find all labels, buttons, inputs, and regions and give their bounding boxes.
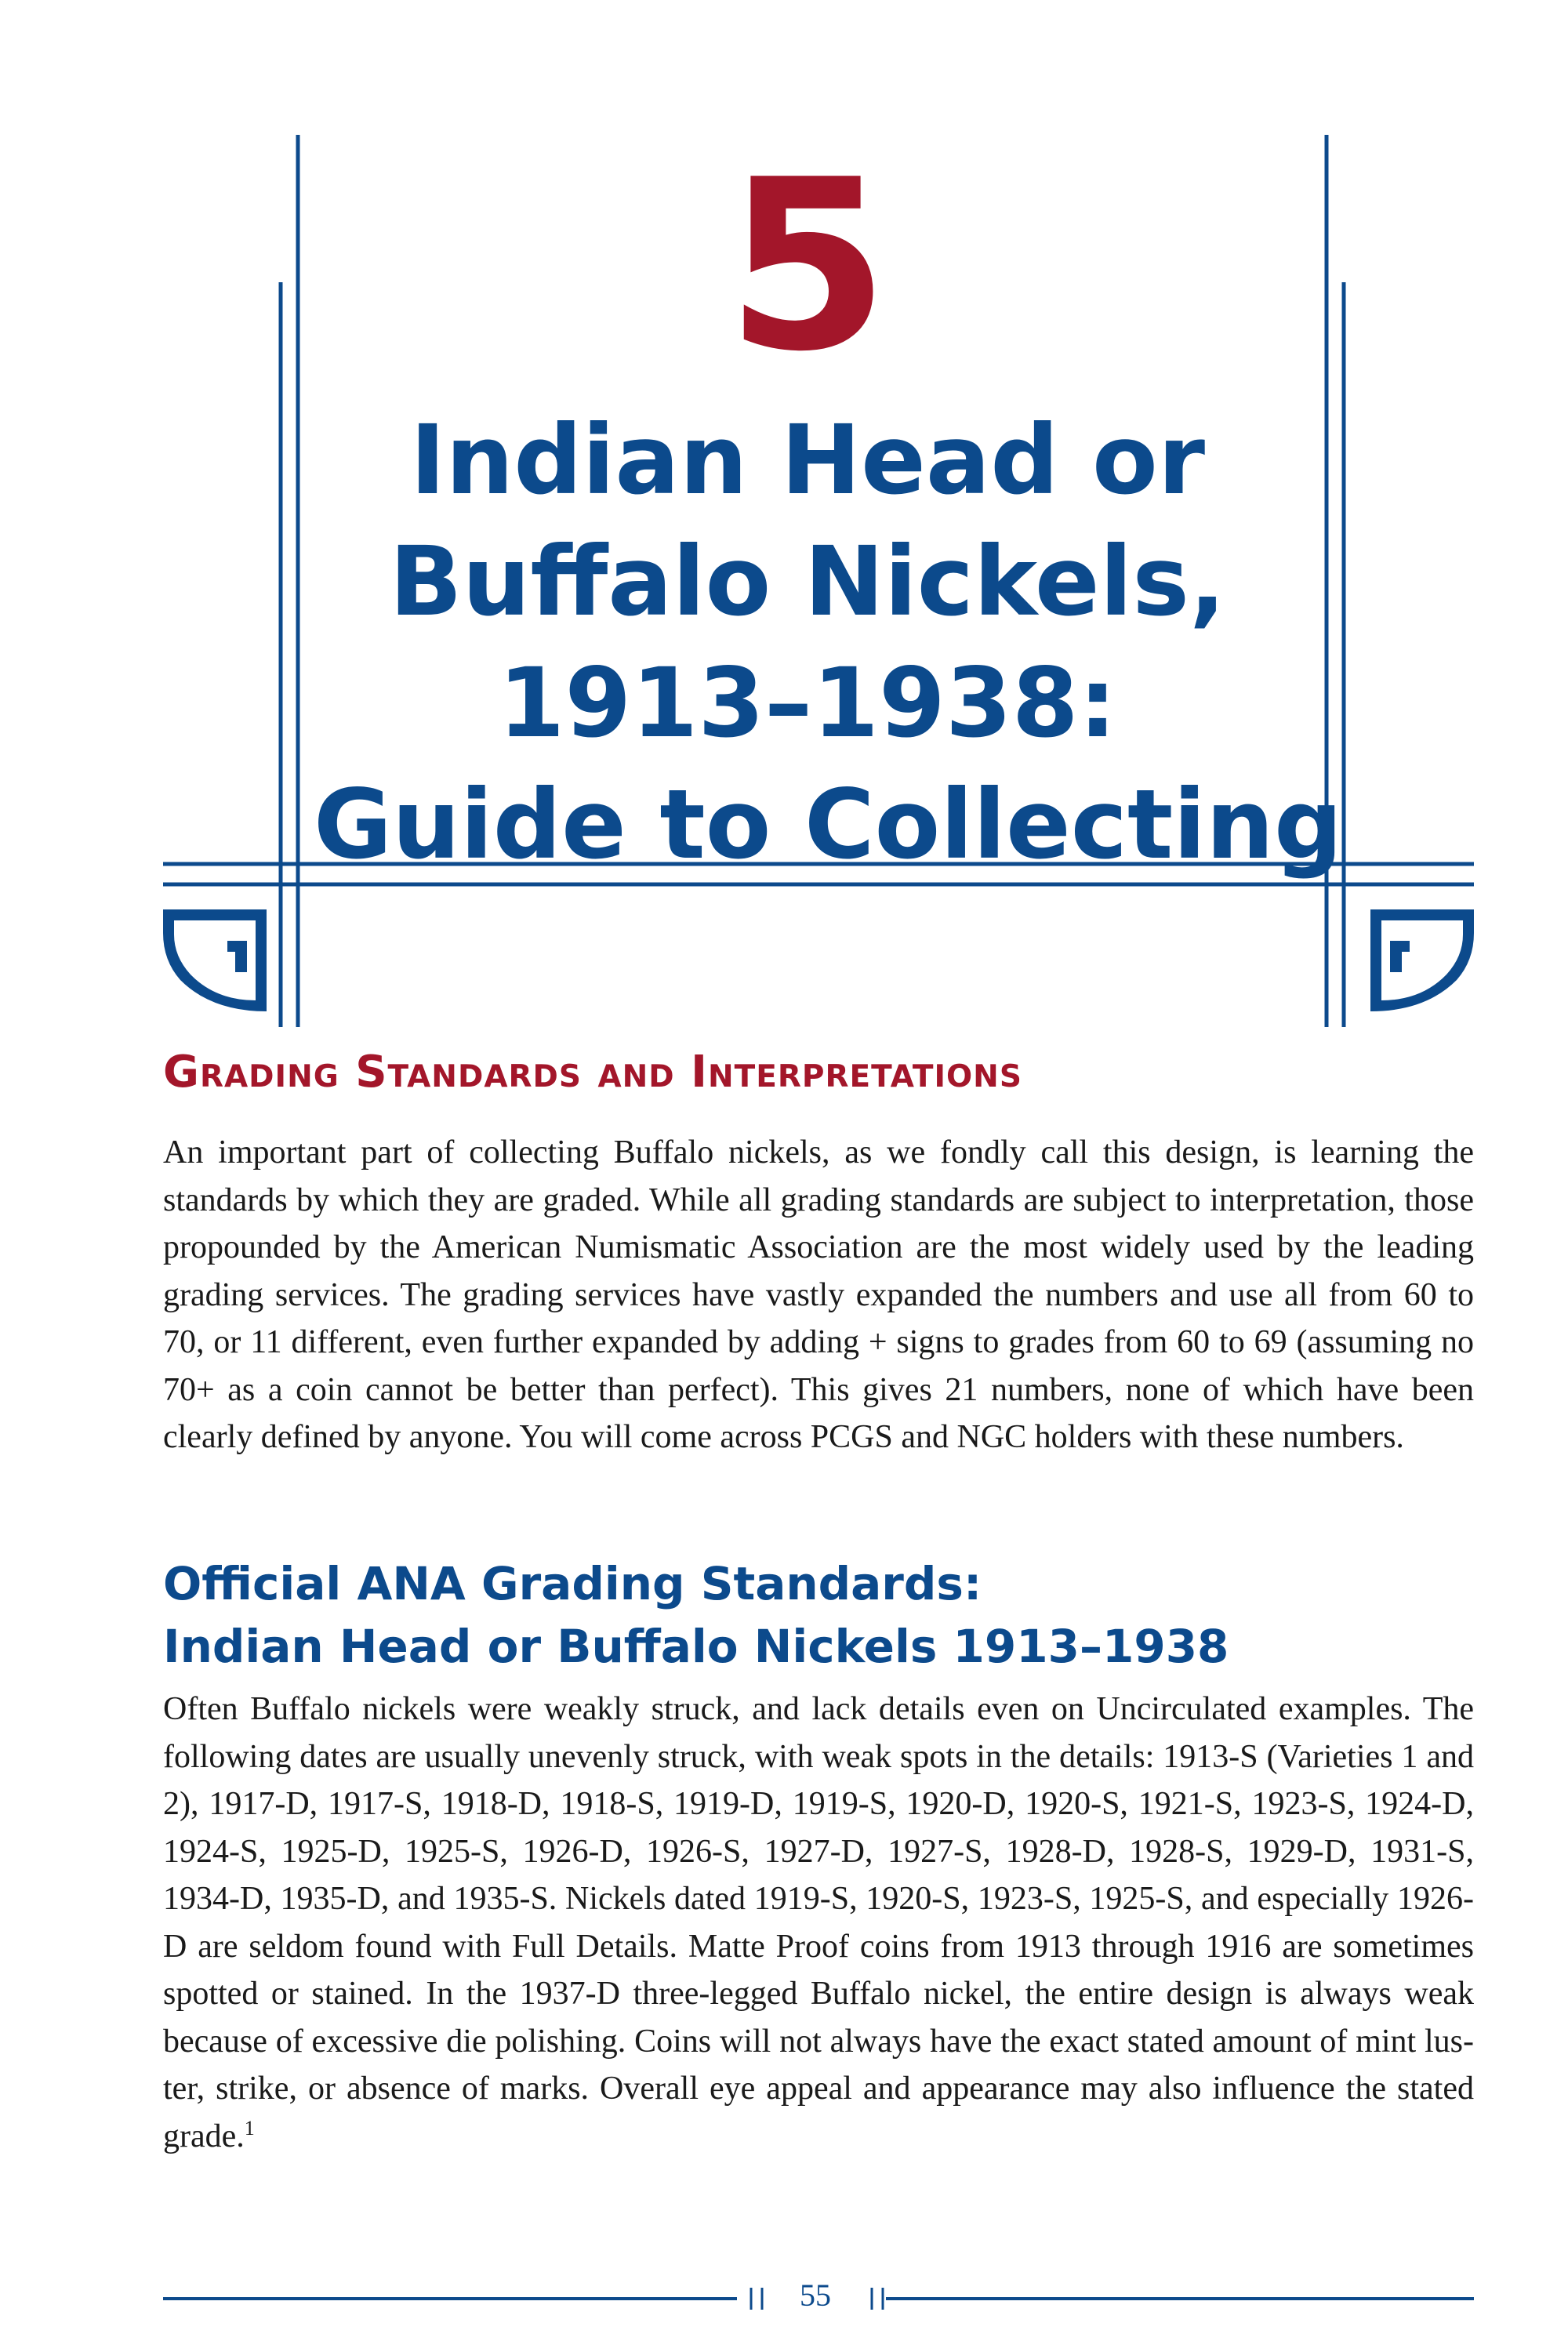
subsection-heading	[163, 1552, 1480, 1678]
section-paragraph: An important part of collecting Buffalo nickels, as we fondly call this design, is learning the standards by which they are graded. While all grading standards are subject to interpretation, those propounded by the American Numismatic Association are the most widely used by the leading grading services. The grading services have vastly expanded the numbers and use all from 60 to 70, or 11 different, even further expanded by adding + signs to grades from 60 to 69 (assuming no 70+ as a coin cannot be better than perfect). This gives 21 numbers, none of which have been clearly defined by anyone. You will come across PCGS and NGC holders with these numbers.	[163, 1134, 1474, 1455]
left-hook-ornament	[163, 909, 267, 1011]
footnote-marker[interactable]: 1	[244, 2116, 255, 2140]
chapter-number: 5	[725, 129, 890, 403]
subsection-paragraph-text: Often Buffalo nickels were weakly struck, and lack details even on Uncirculated examples. The following dates are usually unevenly struck, with weak spots in the details: 1913-S (Varieties 1 and 2), 1917-D, 1917-S, 1918-D, 1918-S, 1919-D, 1919-S, 1920-D, 1920-S, 1921-S, 1923-S, 1924-D, 1924-S, 1925-D, 1925-S, 1926-D, 1926-S, 1927-D, 1927-S, 1928-D, 1928-S, 1929-D, 1931-S, 1934-D, 1935-D, and 1935-S. Nickels dated 1919-S, 1920-S, 1923-S, 1925-S, and especially 1926-D are seldom found with Full Details. Matte Proof coins from 1913 through 1916 are sometimes spotted or stained. In the 1937-D three-legged Buffalo nickel, the entire design is always weak because of excessive die polishing. Coins will not always have the exact stated amount of mint luster, strike, or absence of marks. Overall eye appeal and appearance may also influence the stated grade.	[163, 1691, 1474, 2154]
chapter-title-line: Guide to Collecting	[314, 769, 1343, 880]
subsection-paragraph	[163, 1686, 1474, 2160]
chapter-title-line: Buffalo Nickels,	[389, 526, 1226, 637]
chapter-title	[314, 400, 1343, 886]
right-hook-ornament	[1370, 909, 1474, 1011]
page-number: 55	[800, 2278, 831, 2313]
chapter-title-line: Indian Head or	[409, 405, 1205, 516]
section-heading: Grading Standards and Interpretations	[163, 1047, 1022, 1098]
chapter-title-line: 1913–1938:	[498, 648, 1117, 759]
subsection-heading-line: Indian Head or Buffalo Nickels 1913–1938	[163, 1620, 1229, 1673]
subsection-heading-line: Official ANA Grading Standards:	[163, 1557, 982, 1610]
